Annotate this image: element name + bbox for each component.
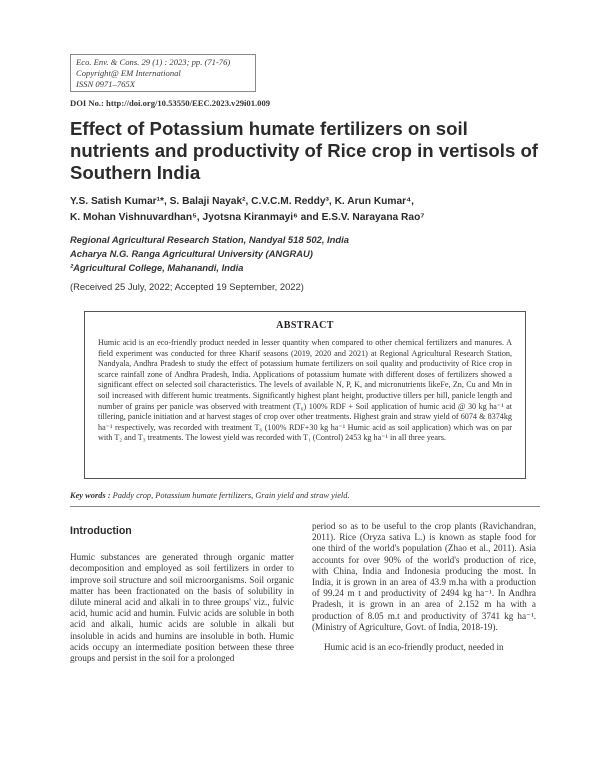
introduction-paragraph-left: Humic substances are generated through organic matter decomposition and employed as soil fertilizers in order to improve soil structure and soil microorganisms. Soil organic matter has been fractionated on the basis of solubility in dilute mineral acid and alkali in to three groups' viz., fulvic acid, humic acid and humin. Fulvic acids are soluble in both acid and alkali, humic acids are soluble in alkali but insoluble in acids and humins are insoluble in both. Humic acids occupy an intermediate position between these three groups and persist in the soil for a prolonged xyxy=(70,552,294,664)
received-dates: (Received 25 July, 2022; Accepted 19 September, 2022) xyxy=(70,281,304,292)
doi-line[interactable]: DOI No.: http://doi.org/10.53550/EEC.2023.v29i01.009 xyxy=(70,98,271,108)
affiliation-line-1: Regional Agricultural Research Station, Nandyal 518 502, India xyxy=(70,234,349,245)
keywords-line xyxy=(70,491,350,500)
paper-title: Effect of Potassium humate fertilizers on soil nutrients and productivity of Rice crop in vertisols of Southern India xyxy=(70,118,539,183)
abstract-text xyxy=(98,338,512,444)
abstract-paragraph: Humic acid is an eco-friendly product needed in lesser quantity when compared to other chemical fertilizers and manures. A field experiment was conducted for three Kharif seasons (2019, 2020 and 2021) at Regional Agricultural Research Station, Nandyala, Andhra Pradesh to study the effect of potassium humate fertilizers on soil quality and productivity of Rice crop in scarce rainfall zone of Andhra Pradesh, India. Applications of potassium humate with different doses of fertilizers showed a significant effect on selected soil characteristics. The levels of available N, P, K, and micronutrients likeFe, Zn, Cu and Mn in soil increased with different humic treatments. Significantly highest plant height, productive tillers per hill, panicle length and number of grains per panicle was observed with treatment (T₆) 100% RDF + Soil application of humic acid @ 30 kg ha⁻¹ at tillering, panicle initiation and at harvest stages of crop over other treatments. Highest grain and straw yield of 6074 & 8374kg ha⁻¹ respectively, was recorded with treatment T₆ (100% RDF+30 kg ha⁻¹ Humic acid as soil application) which was on par with T₂ and T₃ treatments. The lowest yield was recorded with T₁ (Control) 2453 kg ha⁻¹ in all three years. xyxy=(98,338,512,443)
introduction-heading: Introduction xyxy=(70,525,132,537)
introduction-paragraph-right-2: Humic acid is an eco-friendly product, needed in xyxy=(324,642,504,653)
keywords-label: Key words : xyxy=(70,491,111,500)
author-list xyxy=(70,194,540,226)
left-column xyxy=(70,521,294,664)
affiliation-line-2: Acharya N.G. Ranga Agricultural University (ANGRAU) xyxy=(70,248,313,259)
right-column xyxy=(312,521,536,653)
journal-info-box xyxy=(70,54,256,92)
affiliations xyxy=(70,233,540,275)
author-line-1: Y.S. Satish Kumar¹*, S. Balaji Nayak², C.V.C.M. Reddy³, K. Arun Kumar⁴, xyxy=(70,196,414,207)
section-divider xyxy=(70,506,540,507)
affiliation-line-3: ²Agricultural College, Mahanandi, India xyxy=(70,262,244,273)
abstract-heading: ABSTRACT xyxy=(276,320,334,331)
abstract-box xyxy=(84,311,526,479)
journal-citation: Eco. Env. & Cons. 29 (1) : 2023; pp. (71-76) xyxy=(76,57,231,67)
author-line-2: K. Mohan Vishnuvardhan⁵, Jyotsna Kiranmayi⁶ and E.S.V. Narayana Rao⁷ xyxy=(70,212,425,223)
journal-issn: ISSN 0971–765X xyxy=(76,79,135,89)
journal-copyright: Copyright@ EM International xyxy=(76,68,181,78)
introduction-paragraph-right: period so as to be useful to the crop plants (Ravichandran, 2011). Rice (Oryza sativa L.) is known as staple food for one third of the world's population (Zhao et al., 2011). Asia accounts for over 90% of the world's production of rice, with China, India and Indonesia producing the most. In India, it is grown in an area of 43.9 m.ha with a production of 99.24 m t and productivity of 2494 kg ha⁻¹. In Andhra Pradesh, it is grown in an area of 2.152 m ha with a production of 8.05 m.t and productivity of 3741 kg ha⁻¹. (Ministry of Agriculture, Govt. of India, 2018-19). xyxy=(312,521,536,632)
keywords-text: Paddy crop, Potassium humate fertilizers, Grain yield and straw yield. xyxy=(110,491,350,500)
